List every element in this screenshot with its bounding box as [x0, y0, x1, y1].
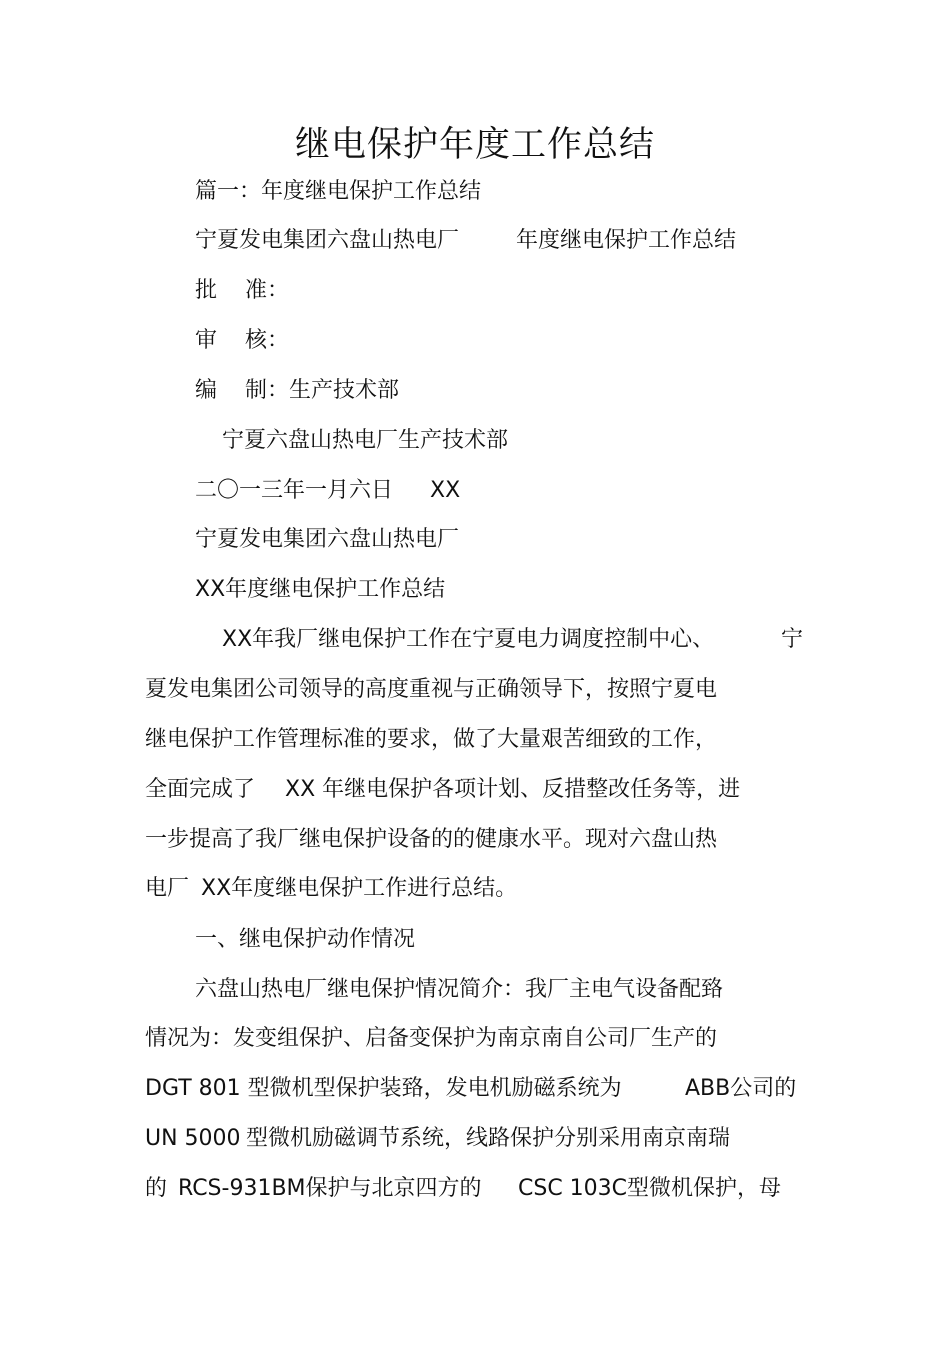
text-line: 一步提高了我厂继电保护设备的的健康水平。现对六盘山热 — [145, 827, 718, 852]
text-line: 审 — [195, 328, 218, 353]
text-line: XX年我厂继电保护工作在宁夏电力调度控制中心、 — [222, 627, 715, 652]
text-line: XX 年继电保护各项计划、反措整改任务等，进 — [285, 777, 741, 802]
text-line: 型微机励磁调节系统，线路保护分别采用南京南瑞 — [246, 1126, 731, 1151]
text-line: 篇一：年度继电保护工作总结 — [195, 179, 482, 204]
text-line: 的 — [145, 1176, 168, 1201]
text-line: 核： — [245, 328, 290, 353]
text-line: CSC 103C型微机保护，母 — [518, 1176, 782, 1201]
text-line: 全面完成了 — [145, 777, 256, 802]
text-line: XX年度继电保护工作总结 — [195, 577, 446, 602]
text-line: 宁 — [781, 627, 804, 652]
text-line: RCS-931BM保护与北京四方的 — [178, 1176, 482, 1201]
text-line: 宁夏六盘山热电厂生产技术部 — [222, 428, 509, 453]
text-line: DGT 801 型微机型保护装臵，发电机励磁系统为 — [145, 1076, 622, 1101]
text-line: 年度继电保护工作总结 — [516, 228, 737, 253]
text-line: 六盘山热电厂继电保护情况简介：我厂主电气设备配臵 — [195, 977, 724, 1002]
text-line: 制：生产技术部 — [245, 378, 400, 403]
text-line: XX年度继电保护工作进行总结。 — [201, 876, 518, 901]
text-line: 情况为：发变组保护、启备变保护为南京南自公司厂生产的 — [145, 1026, 718, 1051]
text-line: 二〇一三年一月六日 — [195, 478, 394, 503]
text-line: 编 — [195, 378, 218, 403]
text-line: 批 — [195, 278, 218, 303]
text-line: XX — [430, 478, 461, 503]
text-line: 电厂 — [145, 876, 190, 901]
text-line: 宁夏发电集团六盘山热电厂 — [195, 228, 460, 253]
text-line: UN 5000 — [145, 1126, 241, 1151]
text-line: 继电保护工作管理标准的要求，做了大量艰苦细致的工作， — [145, 727, 718, 752]
text-line: 宁夏发电集团六盘山热电厂 — [195, 527, 460, 552]
text-line: 准： — [245, 278, 290, 303]
text-line: 夏发电集团公司领导的高度重视与正确领导下，按照宁夏电 — [145, 677, 718, 702]
text-line: ABB公司的 — [685, 1076, 797, 1101]
section-heading: 一、继电保护动作情况 — [195, 927, 416, 952]
document-title: 继电保护年度工作总结 — [294, 125, 655, 165]
